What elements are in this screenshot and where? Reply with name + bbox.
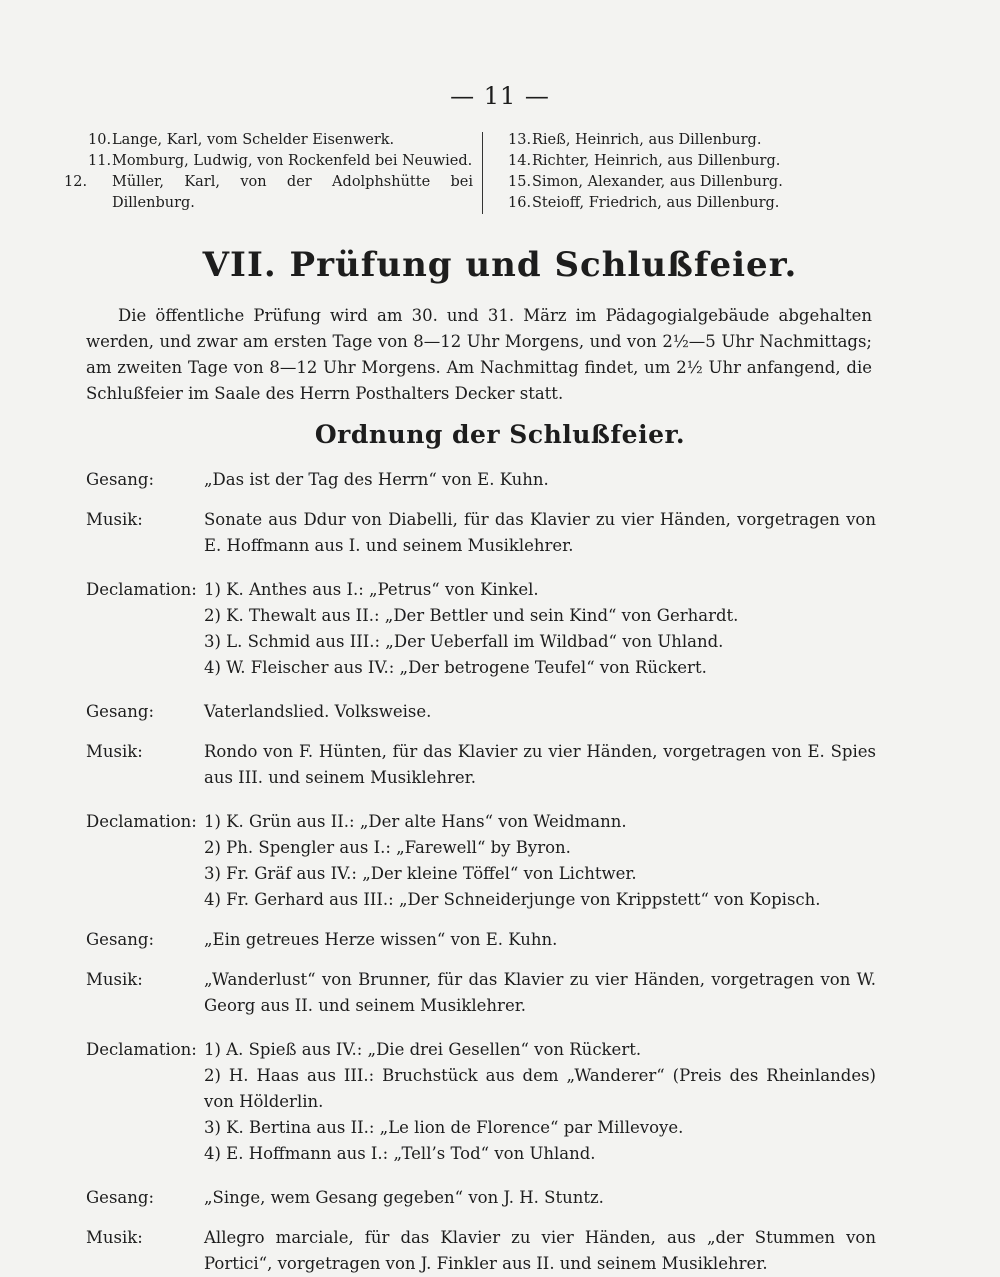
item-label: Declamation: (86, 580, 197, 599)
item-label: Musik: (86, 742, 143, 761)
item-label: Musik: (86, 970, 143, 989)
program-item (86, 967, 876, 1019)
item-text: Vaterlandslied. Volksweise. (204, 702, 432, 721)
item-label: Musik: (86, 1228, 143, 1247)
declamation-entry: 3) L. Schmid aus III.: „Der Ueberfall im Wildbad“ von Uhland. (204, 632, 724, 651)
item-label: Gesang: (86, 930, 154, 949)
program-item (86, 699, 876, 725)
item-label: Gesang: (86, 702, 154, 721)
program-item (86, 577, 876, 681)
declamation-entry: 1) K. Grün aus II.: „Der alte Hans“ von Weidmann. (204, 812, 627, 831)
program-item (86, 1037, 876, 1167)
ceremony-program (86, 467, 876, 1277)
program-item (86, 739, 876, 791)
item-text: Sonate aus Ddur von Diabelli, für das Klavier zu vier Händen, vorgetragen von E. Hoffmann aus I. und seinem Musiklehrer. (204, 510, 876, 555)
column-divider (482, 132, 483, 214)
item-text: „Das ist der Tag des Herrn“ von E. Kuhn. (204, 470, 549, 489)
program-item (86, 507, 876, 559)
declamation-entry: 1) A. Spieß aus IV.: „Die drei Gesellen“ von Rückert. (204, 1040, 642, 1059)
declamation-entry: 1) K. Anthes aus I.: „Petrus“ von Kinkel. (204, 580, 539, 599)
declamation-entry: 4) Fr. Gerhard aus III.: „Der Schneiderjunge von Krippstett“ von Kopisch. (204, 890, 821, 909)
roster-entry: 16.Steioff, Friedrich, aus Dillenburg. (508, 195, 780, 211)
program-item (86, 467, 876, 493)
roster-entry: 14.Richter, Heinrich, aus Dillenburg. (508, 153, 781, 169)
item-text: Allegro marciale, für das Klavier zu vier Händen, aus „der Stummen von Portici“, vorgetragen von J. Finkler aus II. und seinem Musiklehrer. (204, 1228, 876, 1273)
section-title: VII. Prüfung und Schlußfeier. (202, 245, 798, 285)
item-text: „Singe, wem Gesang gegeben“ von J. H. Stuntz. (204, 1188, 604, 1207)
declamation-entry: 4) E. Hoffmann aus I.: „Tell’s Tod“ von Uhland. (204, 1144, 596, 1163)
item-label: Musik: (86, 510, 143, 529)
roster-entry: 12. Müller, Karl, von der Adolphshütte bei Dillenburg. (64, 174, 473, 211)
item-label: Gesang: (86, 1188, 154, 1207)
program-item (86, 809, 876, 913)
item-label: Gesang: (86, 470, 154, 489)
program-title: Ordnung der Schlußfeier. (314, 420, 686, 449)
program-item (86, 1225, 876, 1277)
roster-entry: 15.Simon, Alexander, aus Dillenburg. (508, 174, 783, 190)
declamation-entry: 2) Ph. Spengler aus I.: „Farewell“ by Byron. (204, 838, 571, 857)
program-item (86, 927, 876, 953)
declamation-entry: 2) H. Haas aus III.: Bruchstück aus dem „Wanderer“ (Preis des Rheinlandes) von Hölderlin. (204, 1066, 876, 1111)
student-roster-right (508, 130, 838, 214)
student-roster-left (64, 130, 473, 214)
roster-entry: 11.Momburg, Ludwig, von Rockenfeld bei Neuwied. (88, 153, 473, 169)
item-label: Declamation: (86, 1040, 197, 1059)
intro-paragraph: Die öffentliche Prüfung wird am 30. und 31. März im Pädagogialgebäude abgehalten werden, und zwar am ersten Tage von 8—12 Uhr Morgens, und von 2½—5 Uhr Nachmittags; am zweiten Tage von 8—12 Uhr Morgens. Am Nachmittag findet, um 2½ Uhr anfangend, die Schlußfeier im Saale des Herrn Posthalters Decker statt. (86, 306, 872, 403)
declamation-entry: 3) K. Bertina aus II.: „Le lion de Florence“ par Millevoye. (204, 1118, 684, 1137)
declamation-entry: 4) W. Fleischer aus IV.: „Der betrogene Teufel“ von Rückert. (204, 658, 707, 677)
program-item (86, 1185, 876, 1211)
item-text: „Wanderlust“ von Brunner, für das Klavier zu vier Händen, vorgetragen von W. Georg aus II. und seinem Musiklehrer. (204, 970, 876, 1015)
roster-entry: 13.Rieß, Heinrich, aus Dillenburg. (508, 132, 762, 148)
declamation-entry: 3) Fr. Gräf aus IV.: „Der kleine Töffel“ von Lichtwer. (204, 864, 637, 883)
item-text: „Ein getreues Herze wissen“ von E. Kuhn. (204, 930, 558, 949)
roster-entry: 10.Lange, Karl, vom Schelder Eisenwerk. (88, 132, 395, 148)
item-text: Rondo von F. Hünten, für das Klavier zu vier Händen, vorgetragen von E. Spies aus III. und seinem Musiklehrer. (204, 742, 876, 787)
item-label: Declamation: (86, 812, 197, 831)
declamation-entry: 2) K. Thewalt aus II.: „Der Bettler und sein Kind“ von Gerhardt. (204, 606, 739, 625)
page-number: — 11 — (450, 82, 550, 110)
